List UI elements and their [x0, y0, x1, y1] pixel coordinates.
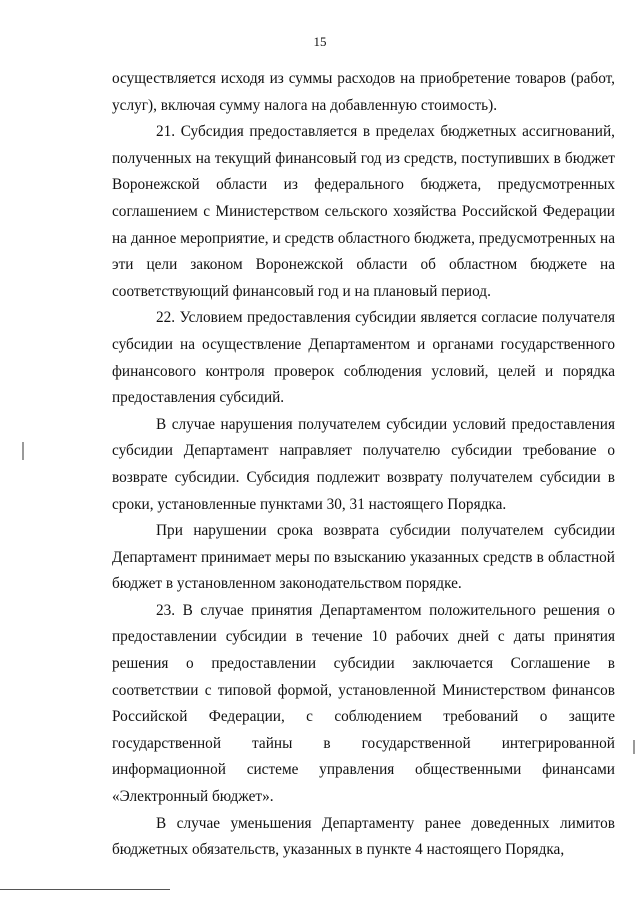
page-number: 15	[313, 34, 327, 49]
scan-mark-left	[22, 442, 24, 460]
paragraph-23: 23. В случае принятия Департаментом положительного решения о предоставлении субсидии в течение 10 рабочих дней с даты принятия решения о предоставлении субсидии заключается Соглашение в соответствии с типовой формой, установленной Министерством финансов Российской Федерации, с соблюдением требований о защите государственной тайны в государственной интегрированной информационной системе управления общественными финансами «Электронный бюджет».	[112, 601, 615, 806]
paragraph-return-deadline: При нарушении срока возврата субсидии получателем субсидии Департамент принимает меры по взысканию указанных средств в областной бюджет в установленном законодательством порядке.	[112, 522, 615, 593]
paragraph-violation: В случае нарушения получателем субсидии условий предоставления субсидии Департамент направляет получателю субсидии требование о возврате субсидии. Субсидия подлежит возврату получателем субсидии в сроки, установленные пунктами 30, 31 настоящего Порядка.	[112, 415, 615, 513]
paragraph-limits-reduction: В случае уменьшения Департаменту ранее доведенных лимитов бюджетных обязательств, указанных в пункте 4 настоящего Порядка,	[112, 814, 615, 859]
document-body	[112, 66, 615, 864]
footer-rule	[0, 889, 170, 890]
paragraph-continuation: осуществляется исходя из суммы расходов на приобретение товаров (работ, услуг), включая сумму налога на добавленную стоимость).	[112, 70, 615, 114]
scan-mark-right	[633, 740, 635, 754]
paragraph-22: 22. Условием предоставления субсидии является согласие получателя субсидии на осуществление Департаментом и органами государственного финансового контроля проверок соблюдения условий, целей и порядка предоставления субсидий.	[112, 309, 615, 407]
paragraph-21: 21. Субсидия предоставляется в пределах бюджетных ассигнований, полученных на текущий финансовый год из средств, поступивших в бюджет Воронежской области из федерального бюджета, предусмотренных соглашением с Министерством сельского хозяйства Российской Федерации на данное мероприятие, и средств областного бюджета, предусмотренных на эти цели законом Воронежской области об областном бюджете на соответствующий финансовый год и на плановый период.	[112, 123, 615, 300]
